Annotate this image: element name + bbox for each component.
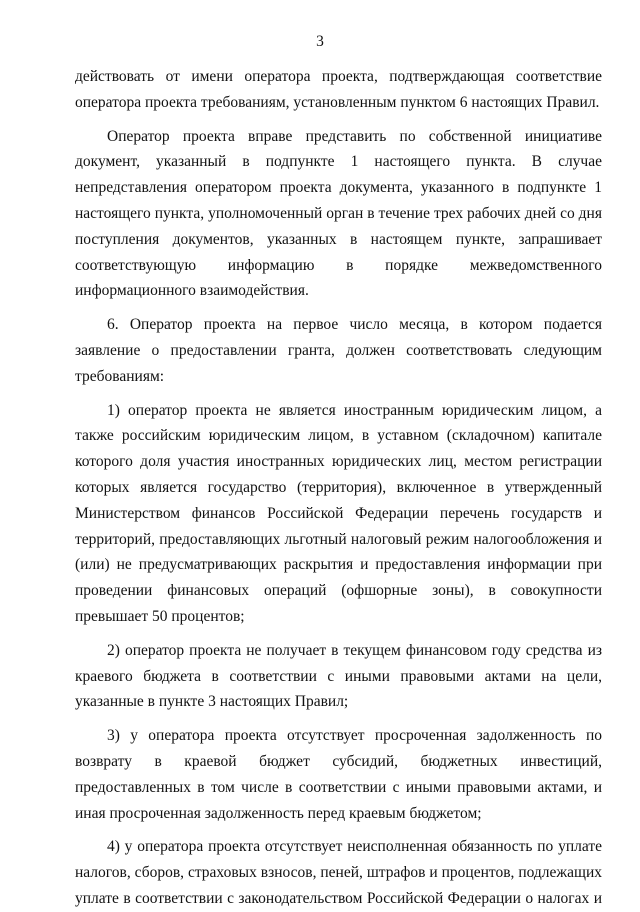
document-body bbox=[75, 64, 602, 912]
page-number: 3 bbox=[316, 33, 324, 50]
paragraph-item-6: 6. Оператор проекта на первое число месяца, в котором подается заявление о предоставлении гранта, должен соответствовать следующим требованиям: bbox=[75, 316, 602, 385]
paragraph-subitem-1: 1) оператор проекта не является иностранным юридическим лицом, а также российским юридическим лицом, в уставном (складочном) капитале которого доля участия иностранных юридических лиц, местом регистрации которых является государство (территория), включенное в утвержденный Министерством финансов Российской Федерации перечень государств и территорий, предоставляющих льготный налоговый режим налогообложения и (или) не предусматривающих раскрытия и предоставления информации при проведении финансовых операций (офшорные зоны), в совокупности превышает 50 процентов; bbox=[75, 401, 602, 625]
paragraph-operator-right: Оператор проекта вправе представить по собственной инициативе документ, указанный в подпункте 1 настоящего пункта. В случае непредставления оператором проекта документа, указанного в подпункте 1 настоящего пункта, уполномоченный орган в течение трех рабочих дней со дня поступления документов, указанных в настоящем пункте, запрашивает соответствующую информацию в порядке межведомственного информационного взаимодействия. bbox=[75, 127, 602, 300]
paragraph-subitem-3: 3) у оператора проекта отсутствует просроченная задолженность по возврату в краевой бюджет субсидий, бюджетных инвестиций, предоставленных в том числе в соответствии с иными правовыми актами, и иная просроченная задолженность перед краевым бюджетом; bbox=[75, 727, 602, 822]
paragraph-subitem-4: 4) у оператора проекта отсутствует неисполненная обязанность по уплате налогов, сборов, страховых взносов, пеней, штрафов и процентов, подлежащих уплате в соответствии с законодательством Российской Федерации о налогах и bbox=[75, 838, 602, 907]
paragraph-continuation: действовать от имени оператора проекта, подтверждающая соответствие оператора проекта требованиям, установленным пунктом 6 настоящих Правил. bbox=[75, 68, 602, 111]
paragraph-subitem-2: 2) оператор проекта не получает в текущем финансовом году средства из краевого бюджета в соответствии с иными правовыми актами на цели, указанные в пункте 3 настоящих Правил; bbox=[75, 641, 602, 711]
